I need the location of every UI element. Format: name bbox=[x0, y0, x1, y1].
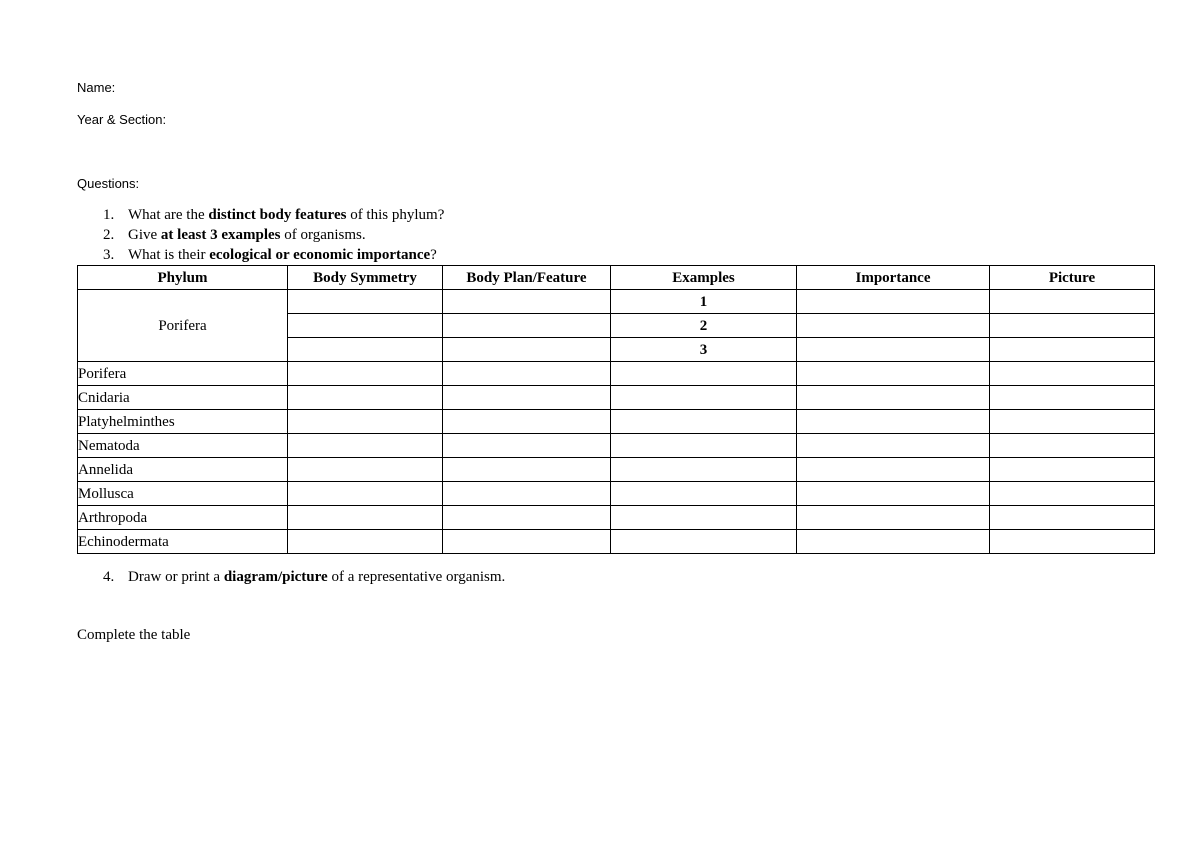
phylum-name-cell: Arthropoda bbox=[78, 506, 288, 530]
header-phylum: Phylum bbox=[78, 266, 288, 290]
table-cell[interactable] bbox=[443, 482, 611, 506]
phylum-name-cell: Cnidaria bbox=[78, 386, 288, 410]
name-label: Name: bbox=[77, 80, 116, 95]
question-emphasis: at least 3 examples bbox=[160, 227, 281, 243]
table-cell[interactable] bbox=[443, 362, 611, 386]
question-text: What is their bbox=[128, 247, 210, 263]
table-cell[interactable] bbox=[990, 362, 1155, 386]
table-cell[interactable] bbox=[443, 458, 611, 482]
complete-table-instruction: Complete the table bbox=[77, 627, 191, 643]
question-emphasis: ecological or economic importance bbox=[209, 247, 431, 263]
table-cell[interactable] bbox=[990, 506, 1155, 530]
year-section-label: Year & Section: bbox=[77, 112, 167, 127]
header-body-symmetry: Body Symmetry bbox=[288, 266, 443, 290]
table-cell[interactable] bbox=[443, 338, 611, 362]
table-cell[interactable] bbox=[990, 314, 1155, 338]
example-number-cell: 2 bbox=[611, 314, 797, 338]
table-row bbox=[78, 362, 1155, 386]
question-text: of this phylum? bbox=[346, 207, 445, 223]
table-cell[interactable] bbox=[611, 506, 797, 530]
phylum-name-cell: Echinodermata bbox=[78, 530, 288, 554]
question-text: Give bbox=[128, 227, 161, 243]
phylum-name-cell: Nematoda bbox=[78, 434, 288, 458]
table-cell[interactable] bbox=[443, 506, 611, 530]
table-cell[interactable] bbox=[611, 386, 797, 410]
table-row bbox=[78, 290, 1155, 314]
table-cell[interactable] bbox=[797, 362, 990, 386]
table-cell[interactable] bbox=[797, 458, 990, 482]
table-cell[interactable] bbox=[288, 410, 443, 434]
table-cell[interactable] bbox=[990, 458, 1155, 482]
table-cell[interactable] bbox=[288, 290, 443, 314]
table-cell[interactable] bbox=[288, 386, 443, 410]
table-cell[interactable] bbox=[990, 338, 1155, 362]
table-cell[interactable] bbox=[288, 506, 443, 530]
table-row bbox=[78, 482, 1155, 506]
table-row bbox=[78, 434, 1155, 458]
question-text: ? bbox=[430, 247, 437, 263]
question-3 bbox=[103, 246, 437, 265]
table-cell[interactable] bbox=[288, 458, 443, 482]
table-cell[interactable] bbox=[797, 434, 990, 458]
table-cell[interactable] bbox=[443, 314, 611, 338]
table-row bbox=[78, 458, 1155, 482]
table-cell[interactable] bbox=[611, 458, 797, 482]
table-cell[interactable] bbox=[990, 530, 1155, 554]
question-emphasis: distinct body features bbox=[208, 207, 347, 223]
example-number-cell: 1 bbox=[611, 290, 797, 314]
table-cell[interactable] bbox=[288, 338, 443, 362]
table-cell[interactable] bbox=[443, 530, 611, 554]
table-cell[interactable] bbox=[797, 338, 990, 362]
table-cell[interactable] bbox=[611, 362, 797, 386]
example-number-cell: 3 bbox=[611, 338, 797, 362]
table-row bbox=[78, 530, 1155, 554]
table-cell[interactable] bbox=[797, 314, 990, 338]
question-text: Draw or print a bbox=[128, 569, 224, 585]
table-row bbox=[78, 506, 1155, 530]
table-cell[interactable] bbox=[797, 290, 990, 314]
table-cell[interactable] bbox=[288, 434, 443, 458]
table-cell[interactable] bbox=[288, 530, 443, 554]
table-cell[interactable] bbox=[990, 290, 1155, 314]
header-body-plan-feature: Body Plan/Feature bbox=[443, 266, 611, 290]
question-text: What are the bbox=[128, 207, 209, 223]
table-cell[interactable] bbox=[288, 314, 443, 338]
question-number: 3. bbox=[103, 247, 115, 263]
table-cell[interactable] bbox=[797, 386, 990, 410]
question-text: of a representative organism. bbox=[327, 569, 506, 585]
table-cell[interactable] bbox=[288, 482, 443, 506]
question-number: 2. bbox=[103, 227, 115, 243]
table-cell[interactable] bbox=[797, 530, 990, 554]
header-importance: Importance bbox=[797, 266, 990, 290]
question-text: of organisms. bbox=[280, 227, 366, 243]
question-emphasis: diagram/picture bbox=[223, 569, 328, 585]
question-1 bbox=[103, 206, 444, 225]
header-examples: Examples bbox=[611, 266, 797, 290]
questions-label: Questions: bbox=[77, 176, 140, 191]
example-phylum-cell: Porifera bbox=[78, 290, 288, 362]
table-cell[interactable] bbox=[797, 482, 990, 506]
phylum-name-cell: Porifera bbox=[78, 362, 288, 386]
question-number: 1. bbox=[103, 207, 115, 223]
phylum-table bbox=[77, 265, 1155, 554]
table-cell[interactable] bbox=[443, 290, 611, 314]
phylum-name-cell: Annelida bbox=[78, 458, 288, 482]
phylum-name-cell: Mollusca bbox=[78, 482, 288, 506]
table-cell[interactable] bbox=[990, 386, 1155, 410]
question-2 bbox=[103, 226, 366, 245]
table-cell[interactable] bbox=[990, 434, 1155, 458]
table-cell[interactable] bbox=[611, 530, 797, 554]
header-picture: Picture bbox=[990, 266, 1155, 290]
table-cell[interactable] bbox=[443, 386, 611, 410]
table-cell[interactable] bbox=[443, 410, 611, 434]
table-cell[interactable] bbox=[797, 506, 990, 530]
table-header-row bbox=[78, 266, 1155, 290]
table-cell[interactable] bbox=[611, 410, 797, 434]
table-cell[interactable] bbox=[288, 362, 443, 386]
table-cell[interactable] bbox=[611, 434, 797, 458]
table-cell[interactable] bbox=[797, 410, 990, 434]
table-cell[interactable] bbox=[611, 482, 797, 506]
table-cell[interactable] bbox=[990, 482, 1155, 506]
question-number: 4. bbox=[103, 569, 115, 585]
table-row bbox=[78, 410, 1155, 434]
table-row bbox=[78, 386, 1155, 410]
table-cell[interactable] bbox=[443, 434, 611, 458]
question-4 bbox=[103, 568, 505, 587]
table-cell[interactable] bbox=[990, 410, 1155, 434]
phylum-name-cell: Platyhelminthes bbox=[78, 410, 288, 434]
